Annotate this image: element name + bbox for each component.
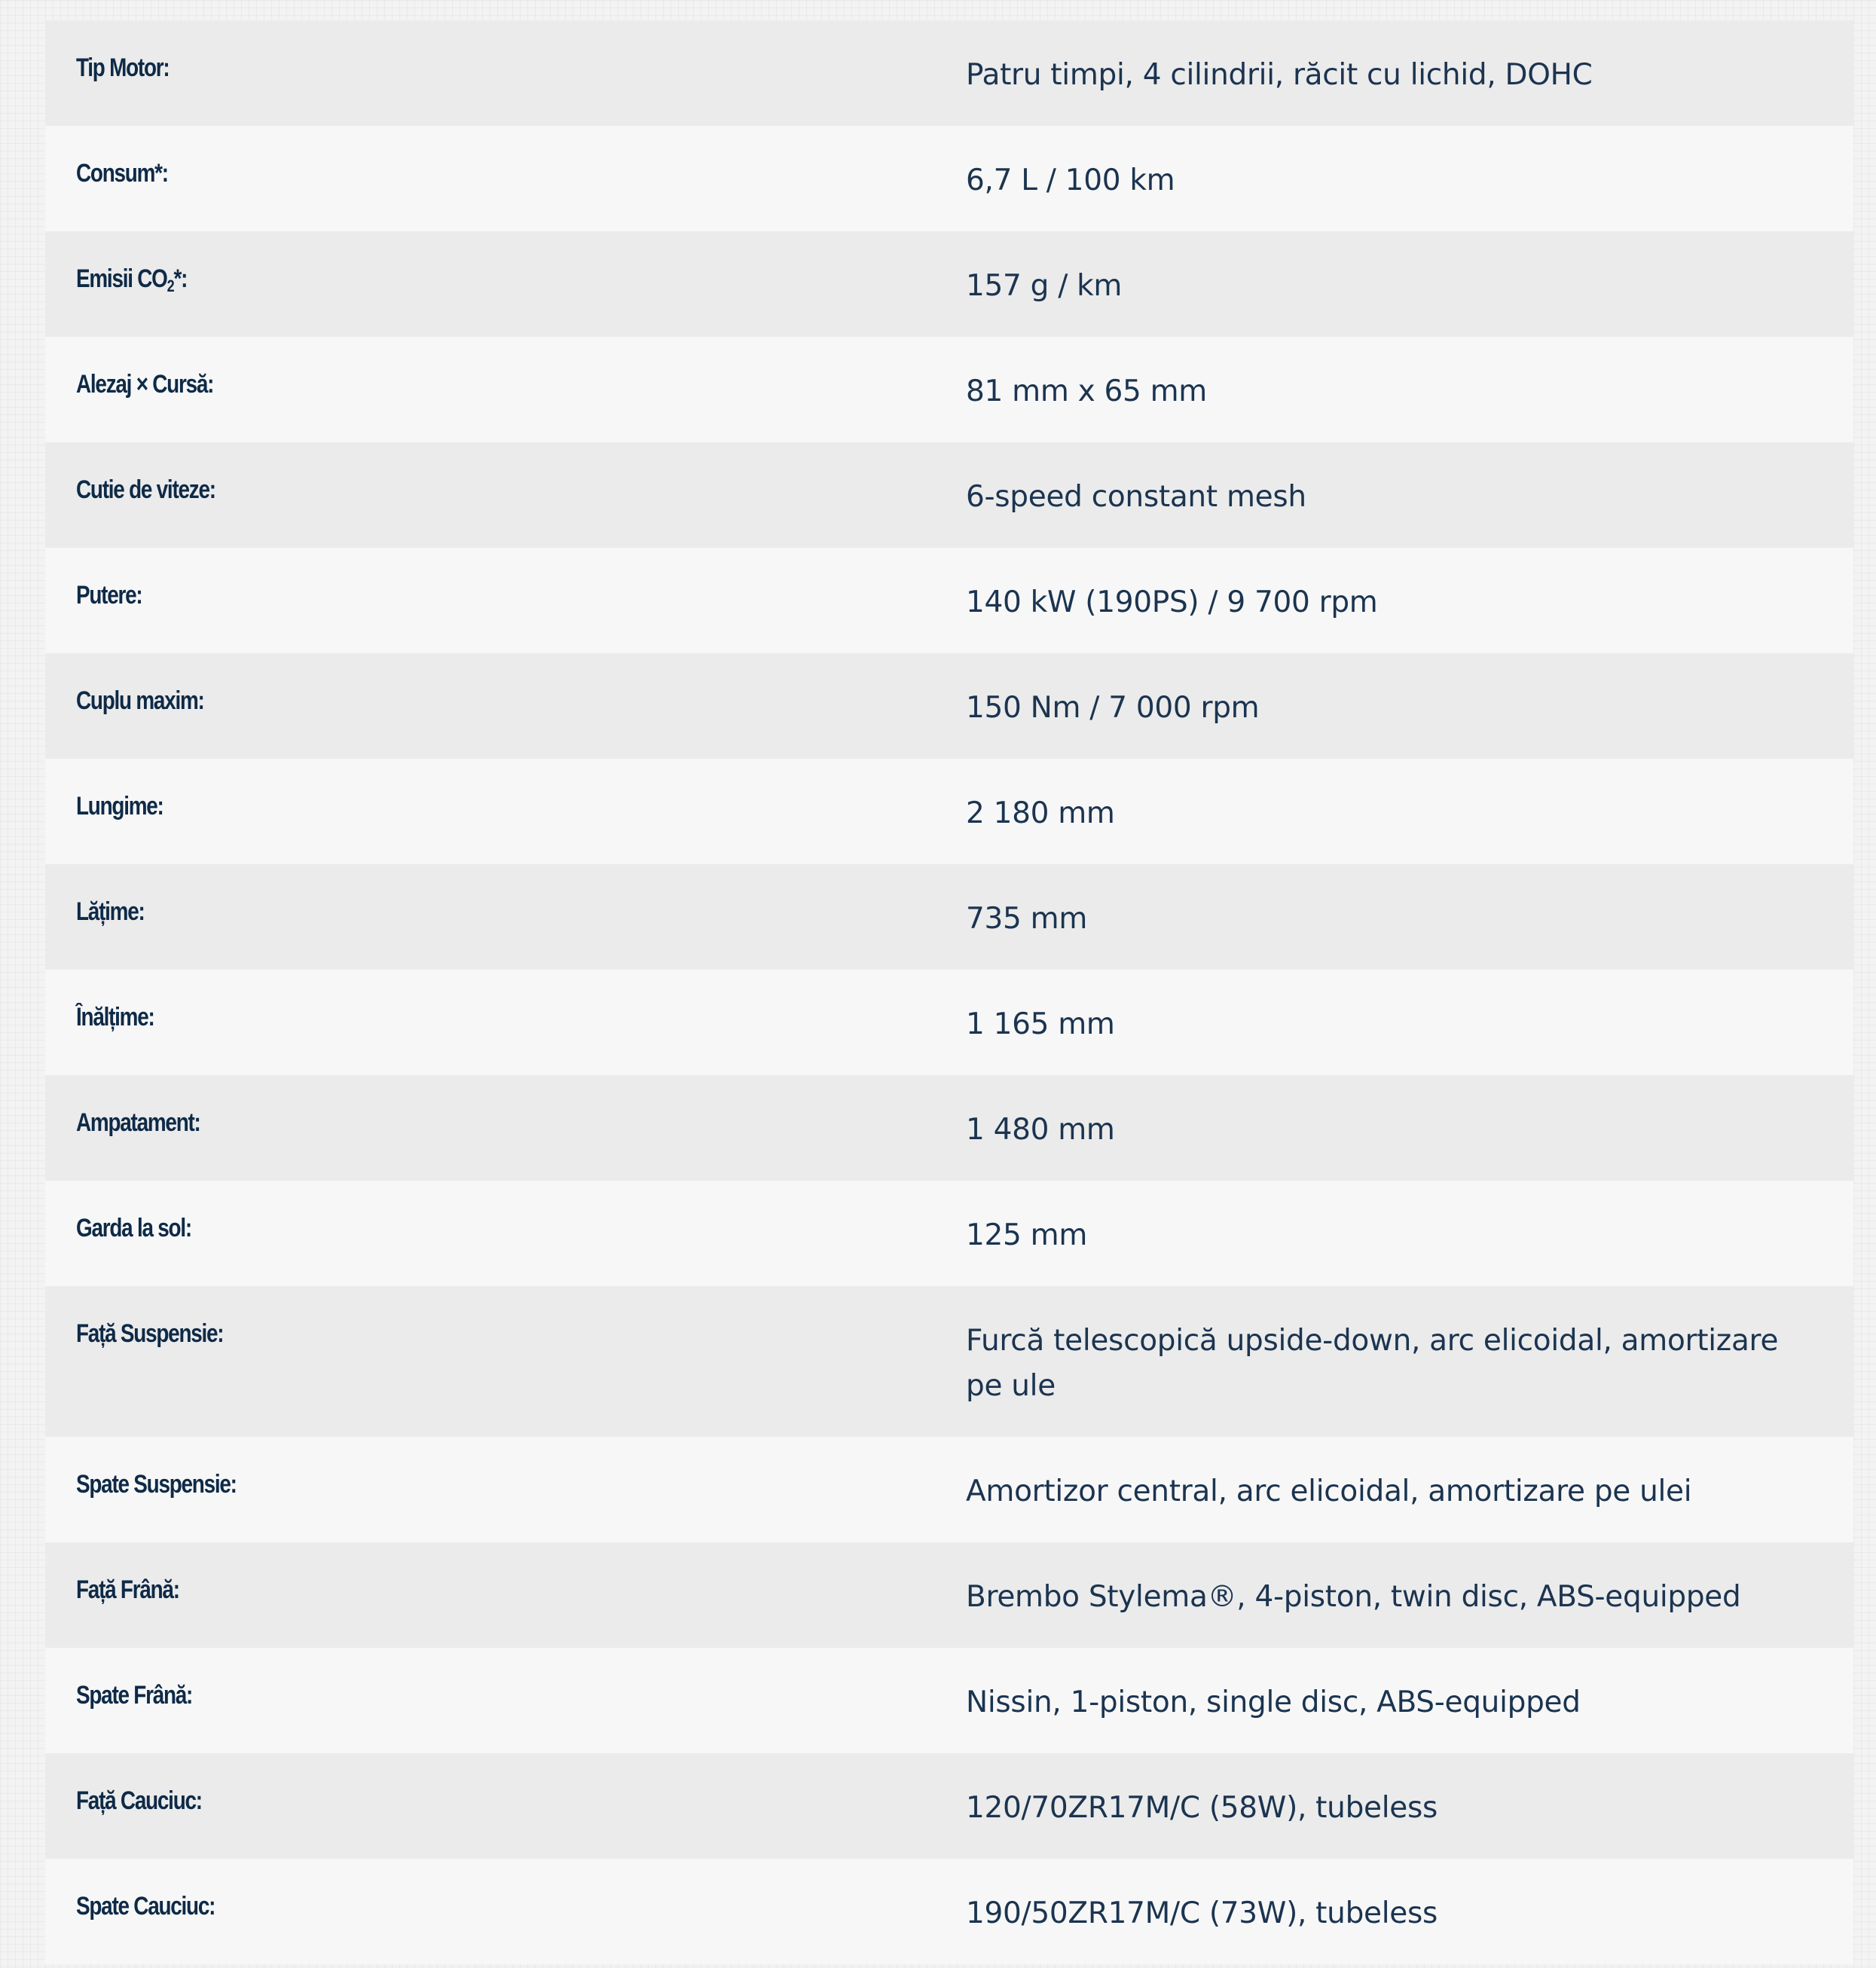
spec-row-power: [45, 548, 1853, 653]
spec-row-length: [45, 759, 1853, 864]
spec-value: 735 mm: [966, 902, 1088, 936]
spec-row-max-torque: [45, 653, 1853, 759]
spec-value: 157 g / km: [966, 269, 1123, 303]
spec-label: Față Suspensie:: [76, 1319, 224, 1348]
subscript-2: 2: [167, 277, 174, 295]
spec-label: Lungime:: [76, 792, 163, 821]
spec-label: Lățime:: [76, 897, 145, 926]
spec-row-rear-tire: [45, 1859, 1853, 1964]
spec-row-width: [45, 864, 1853, 970]
spec-value: 6-speed constant mesh: [966, 480, 1306, 514]
spec-row-co2-emissions: [45, 231, 1853, 337]
spec-value: 125 mm: [966, 1218, 1088, 1252]
spec-label: Putere:: [76, 581, 142, 610]
spec-label: Înălțime:: [76, 1003, 154, 1031]
spec-value: Furcă telescopică upside-down, arc elicoidal, amortizare pe ule: [966, 1324, 1779, 1403]
spec-value: 190/50ZR17M/C (73W), tubeless: [966, 1896, 1438, 1930]
spec-label: Spate Cauciuc:: [76, 1892, 215, 1921]
spec-label-suffix: *:: [173, 264, 188, 293]
spec-row-height: [45, 970, 1853, 1075]
spec-label: Față Frână:: [76, 1575, 179, 1604]
spec-row-rear-suspension: [45, 1437, 1853, 1542]
spec-row-front-brake: [45, 1542, 1853, 1648]
spec-label: Garda la sol:: [76, 1214, 191, 1242]
spec-value: 140 kW (190PS) / 9 700 rpm: [966, 585, 1378, 619]
spec-value: Nissin, 1-piston, single disc, ABS-equipped: [966, 1685, 1581, 1719]
spec-label: Alezaj × Cursă:: [76, 370, 214, 399]
spec-label: Spate Suspensie:: [76, 1470, 237, 1499]
spec-value: 1 480 mm: [966, 1113, 1115, 1147]
spec-label: Tip Motor:: [76, 53, 170, 82]
spec-label: Cutie de viteze:: [76, 475, 215, 504]
spec-label: Cuplu maxim:: [76, 686, 204, 715]
spec-value: 81 mm x 65 mm: [966, 374, 1207, 408]
spec-row-gearbox: [45, 442, 1853, 548]
spec-value: Patru timpi, 4 cilindrii, răcit cu lichid, DOHC: [966, 58, 1593, 92]
spec-value: 6,7 L / 100 km: [966, 163, 1175, 197]
spec-row-engine-type: [45, 20, 1853, 126]
spec-label: Consum*:: [76, 159, 168, 188]
spec-row-bore-stroke: [45, 337, 1853, 442]
spec-value: Amortizor central, arc elicoidal, amortizare pe ulei: [966, 1474, 1692, 1508]
spec-row-consumption: [45, 126, 1853, 231]
spec-row-wheelbase: [45, 1075, 1853, 1181]
spec-label: Ampatament:: [76, 1108, 200, 1137]
spec-label: [45, 231, 800, 337]
spec-label-text: Emisii CO: [76, 264, 167, 293]
spec-row-rear-brake: [45, 1648, 1853, 1753]
spec-value: 1 165 mm: [966, 1007, 1115, 1041]
spec-value: Brembo Stylema®, 4-piston, twin disc, ABS-equipped: [966, 1580, 1741, 1614]
spec-row-front-suspension: [45, 1286, 1853, 1437]
spec-label: Față Cauciuc:: [76, 1786, 202, 1815]
spec-value: 2 180 mm: [966, 796, 1115, 830]
spec-row-ground-clearance: [45, 1181, 1853, 1286]
spec-label: Spate Frână:: [76, 1681, 193, 1710]
specifications-table: [45, 20, 1853, 1964]
spec-value: 120/70ZR17M/C (58W), tubeless: [966, 1791, 1438, 1825]
spec-row-front-tire: [45, 1753, 1853, 1859]
spec-value: 150 Nm / 7 000 rpm: [966, 691, 1260, 725]
